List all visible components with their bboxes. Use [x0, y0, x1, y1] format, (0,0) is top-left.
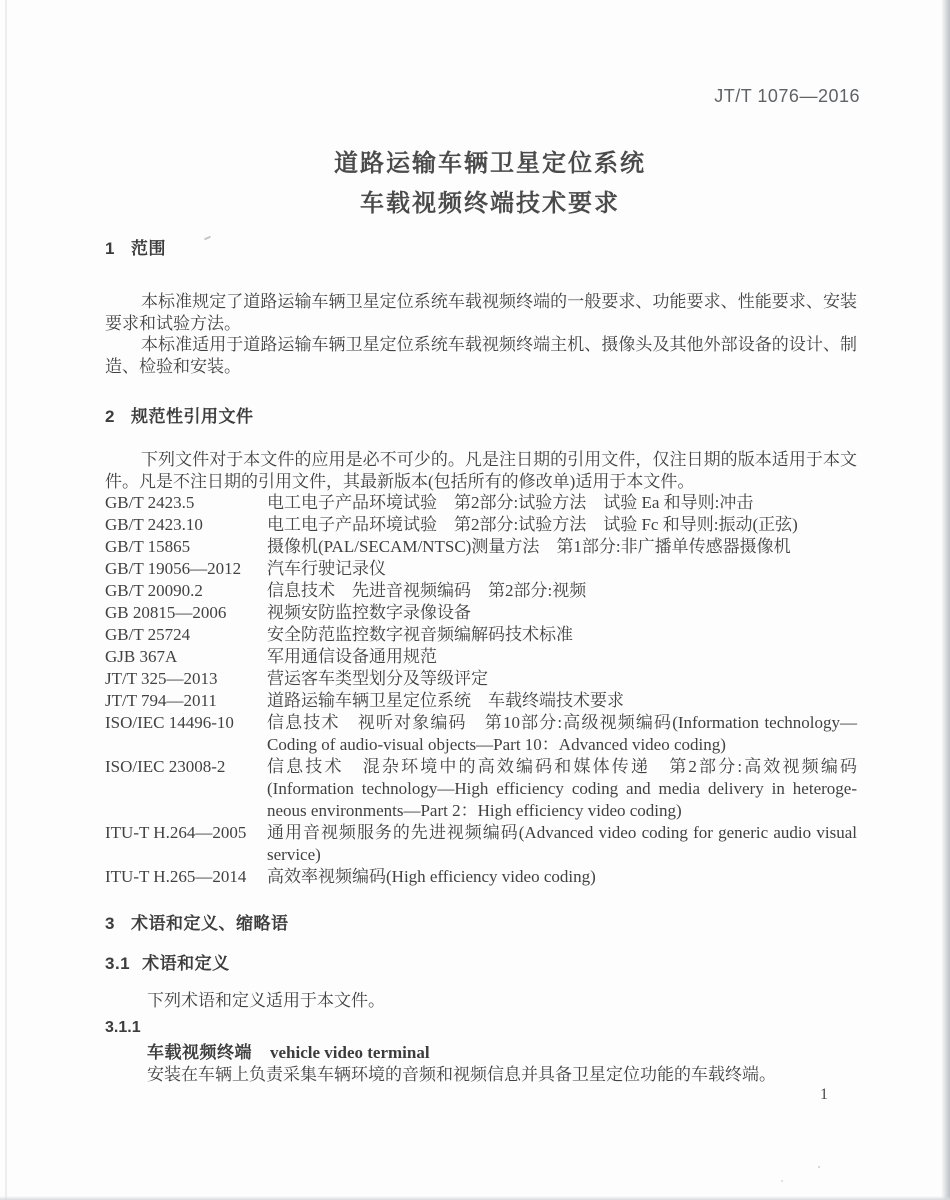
- section-1-number: 1: [105, 239, 115, 258]
- reference-item: [105, 624, 857, 646]
- reference-desc: 汽车行驶记录仪: [267, 559, 386, 578]
- reference-desc: 安全防范监控数字视音频编解码技术标准: [267, 625, 573, 644]
- reference-desc: 信息技术 混杂环境中的高效编码和媒体传递 第2部分:高效视频编码(Information technology—High efficiency coding and media delivery in heterogeneous environments—Part 2：High efficiency video coding): [267, 757, 857, 820]
- document-body: [105, 239, 857, 1086]
- reference-item: [105, 712, 857, 756]
- reference-item: [105, 866, 857, 888]
- section-3-1-number: 3.1: [105, 954, 131, 973]
- section-3-heading: [105, 914, 857, 934]
- reference-desc: 营运客车类型划分及等级评定: [267, 669, 488, 688]
- reference-item: [105, 646, 857, 668]
- section-3-1-1-number: 3.1.1: [105, 1018, 141, 1036]
- reference-desc: 信息技术 视听对象编码 第10部分:高级视频编码(Information technology—Coding of audio-visual objects—Part 10：Advanced video coding): [267, 713, 857, 754]
- reference-code: ISO/IEC 23008-2: [105, 757, 226, 776]
- reference-item: [105, 668, 857, 690]
- reference-desc: 电工电子产品环境试验 第2部分:试验方法 试验 Fc 和导则:振动(正弦): [267, 515, 798, 534]
- section-2-title: 规范性引用文件: [130, 407, 254, 426]
- reference-code: ISO/IEC 14496-10: [105, 713, 234, 732]
- reference-desc: 军用通信设备通用规范: [267, 647, 437, 666]
- reference-list: [105, 492, 857, 888]
- reference-code: JT/T 325—2013: [105, 669, 218, 688]
- section-1-heading: [105, 239, 857, 259]
- scan-speck: [781, 1180, 783, 1182]
- reference-item: [105, 822, 857, 866]
- reference-code: GB/T 20090.2: [105, 581, 203, 600]
- section-1-paragraph-1: 本标准规定了道路运输车辆卫星定位系统车载视频终端的一般要求、功能要求、性能要求、安装要求和试验方法。: [105, 292, 857, 333]
- reference-item: [105, 602, 857, 624]
- reference-code: GB/T 15865: [105, 537, 191, 556]
- reference-desc: 视频安防监控数字录像设备: [267, 603, 471, 622]
- section-3-number: 3: [105, 914, 115, 933]
- term-chinese: 车载视频终端: [147, 1042, 252, 1062]
- reference-code: JT/T 794—2011: [105, 691, 217, 710]
- reference-item: [105, 756, 857, 822]
- reference-code: GB/T 25724: [105, 625, 191, 644]
- reference-code: GB 20815—2006: [105, 603, 227, 622]
- reference-desc: 道路运输车辆卫星定位系统 车载终端技术要求: [267, 691, 624, 710]
- term-line: [105, 1042, 857, 1064]
- reference-desc: 电工电子产品环境试验 第2部分:试验方法 试验 Ea 和导则:冲击: [267, 493, 754, 512]
- section-2-heading: [105, 407, 857, 427]
- section-3-1-lead: 下列术语和定义适用于本文件。: [147, 991, 385, 1010]
- document-title-line2: 车载视频终端技术要求: [360, 190, 620, 217]
- reference-item: [105, 514, 857, 536]
- section-3-1-title: 术语和定义: [142, 954, 230, 973]
- scan-edge-bottom: [0, 1196, 950, 1200]
- term-definition: 安装在车辆上负责采集车辆环境的音频和视频信息并具备卫星定位功能的车载终端。: [147, 1064, 776, 1084]
- reference-code: ITU-T H.264—2005: [105, 823, 247, 842]
- document-title-line1: 道路运输车辆卫星定位系统: [334, 150, 646, 177]
- scan-speck: [818, 1166, 820, 1168]
- term-english: vehicle video terminal: [270, 1042, 430, 1062]
- reference-desc: 高效率视频编码(High efficiency video coding): [267, 867, 596, 886]
- section-3-1-heading: [105, 954, 857, 974]
- reference-item: [105, 492, 857, 514]
- section-2-number: 2: [105, 407, 115, 426]
- section-1-title: 范围: [130, 239, 166, 258]
- section-3-title: 术语和定义、缩略语: [130, 914, 289, 933]
- reference-desc: 信息技术 先进音视频编码 第2部分:视频: [267, 581, 587, 600]
- section-2-intro: 下列文件对于本文件的应用是必不可少的。凡是注日期的引用文件，仅注日期的版本适用于本文件。凡是不注日期的引用文件，其最新版本(包括所有的修改单)适用于本文件。: [105, 450, 857, 491]
- section-1-paragraph-2: 本标准适用于道路运输车辆卫星定位系统车载视频终端主机、摄像头及其他外部设备的设计、制造、检验和安装。: [105, 335, 857, 376]
- reference-item: [105, 558, 857, 580]
- reference-desc: 摄像机(PAL/SECAM/NTSC)测量方法 第1部分:非广播单传感器摄像机: [267, 537, 791, 556]
- reference-code: GJB 367A: [105, 647, 178, 666]
- document-title: [105, 144, 875, 224]
- reference-item: [105, 690, 857, 712]
- reference-item: [105, 580, 857, 602]
- reference-desc: 通用音视频服务的先进视频编码(Advanced video coding for generic audio visual service): [267, 823, 857, 864]
- reference-code: ITU-T H.265—2014: [105, 867, 247, 886]
- reference-code: GB/T 2423.10: [105, 515, 203, 534]
- reference-item: [105, 536, 857, 558]
- scan-edge-right: [941, 0, 950, 1200]
- reference-code: GB/T 19056—2012: [105, 559, 242, 578]
- scan-edge-left: [5, 0, 7, 1200]
- reference-code: GB/T 2423.5: [105, 493, 195, 512]
- standard-code: JT/T 1076—2016: [714, 86, 860, 106]
- page-number: 1: [820, 1086, 828, 1103]
